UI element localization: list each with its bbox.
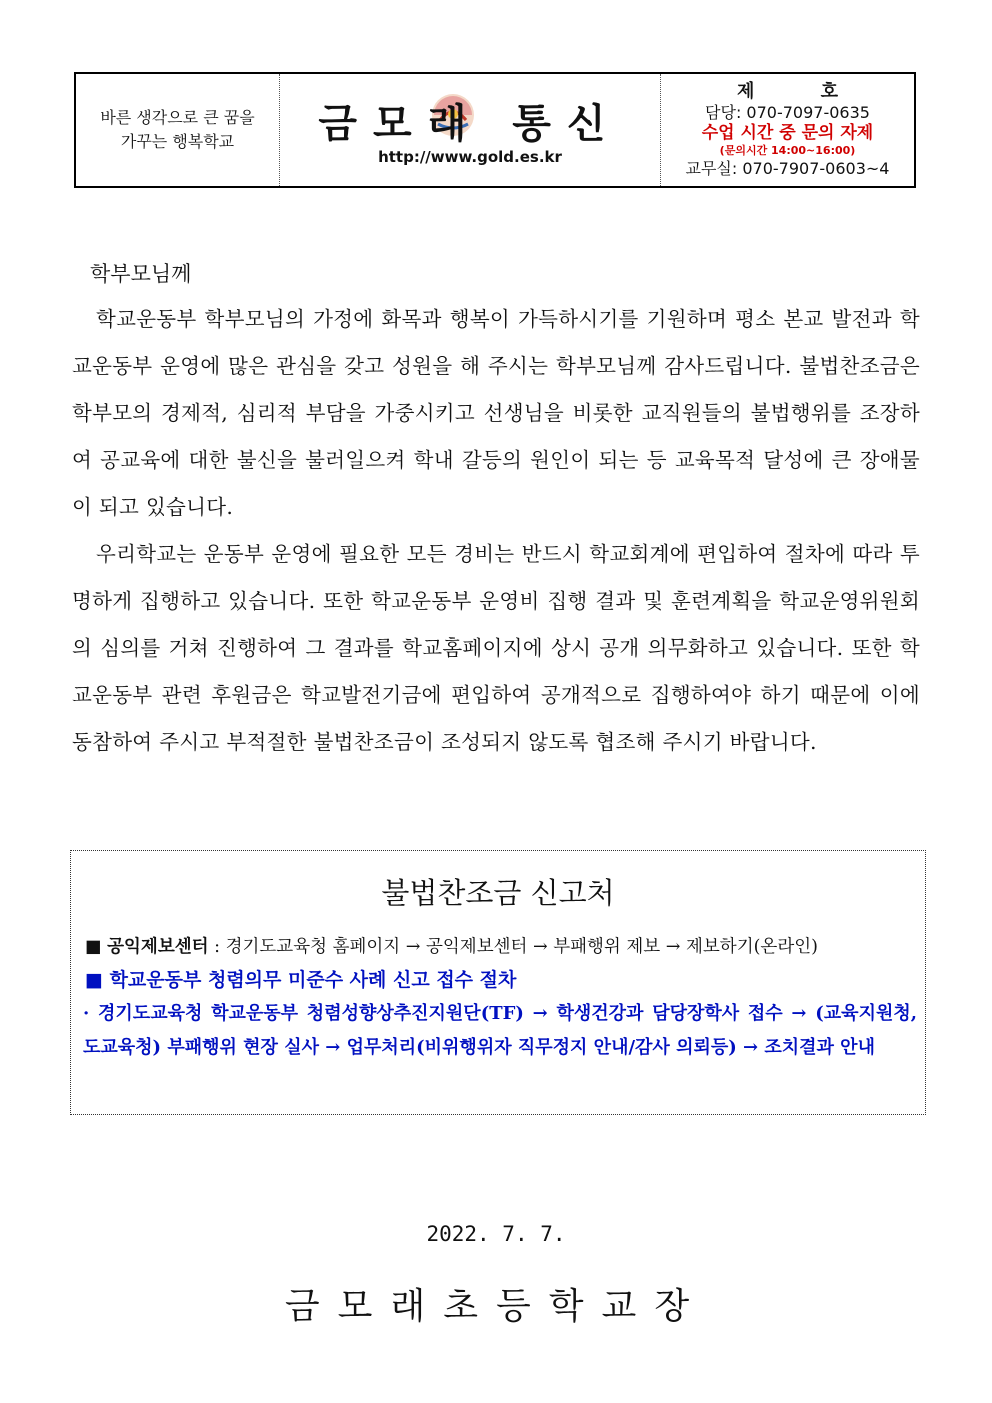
report-center-line — [85, 933, 915, 958]
school-motto — [76, 74, 280, 186]
contact-block — [661, 74, 914, 186]
report-box — [70, 850, 926, 1115]
letter-paragraph-1: 학교운동부 학부모님의 가정에 화목과 행복이 가득하시기를 기원하며 평소 본교 발전과 학교운동부 운영에 많은 관심을 갖고 성원을 해 주시는 학부모님께 감사드립니다. 불법찬조금은 학부모의 경제적, 심리적 부담을 가중시키고 선생님을 비롯한 교직원들의 불법행위를 조장하여 공교육에 대한 불신을 불러일으켜 학내 갈등의 원인이 되는 등 교육목적 달성에 큰 장애물이 되고 있습니다. — [72, 307, 920, 519]
bullet-icon: ■ — [85, 969, 103, 991]
procedure-heading: 학교운동부 청렴의무 미준수 사례 신고 접수 절차 — [109, 969, 517, 991]
bullet-icon: ■ — [85, 937, 102, 957]
motto-line-1: 바른 생각으로 큰 꿈을 — [100, 108, 255, 127]
procedure-text: · 경기도교육청 학교운동부 청렴성향상추진지원단(TF) → 학생건강과 담당장학사 접수 → (교육지원청, 도교육청) 부패행위 현장 실사 → 업무처리(비위행위자 직무정지 안내/감사 의뢰등) → 조치결과 안내 — [83, 1003, 917, 1058]
report-center-path: : 경기도교육청 홈페이지 → 공익제보센터 → 부패행위 제보 → 제보하기(온라인) — [208, 937, 818, 957]
newsletter-title: 금모래 통신 — [318, 101, 622, 147]
newsletter-title-block — [280, 74, 661, 186]
report-center-label: 공익제보센터 — [107, 937, 209, 957]
procedure-heading-line — [85, 965, 516, 992]
contact-phone: 담당: 070-7097-0635 — [705, 103, 870, 122]
newsletter-header — [74, 72, 916, 188]
letter-body — [72, 296, 920, 766]
inquiry-hours: (문의시간 14:00~16:00) — [719, 144, 856, 157]
reference-number: 제 호 — [736, 81, 869, 102]
motto-line-2: 가꾸는 행복학교 — [120, 132, 235, 151]
office-phone: 교무실: 070-7907-0603~4 — [685, 159, 890, 178]
report-box-title: 불법찬조금 신고처 — [381, 876, 615, 910]
inquiry-warning: 수업 시간 중 문의 자제 — [701, 123, 874, 143]
letter-date: 2022. 7. 7. — [426, 1222, 566, 1246]
school-url[interactable]: http://www.gold.es.kr — [378, 148, 562, 166]
salutation: 학부모님께 — [90, 262, 192, 286]
letter-paragraph-2: 우리학교는 운동부 운영에 필요한 모든 경비는 반드시 학교회계에 편입하여 절차에 따라 투명하게 집행하고 있습니다. 또한 학교운동부 운영비 집행 결과 및 훈련계획을 학교운영위원회의 심의를 거쳐 진행하여 그 결과를 학교홈페이지에 상시 공개 의무화하고 있습니다. 또한 학교운동부 관련 후원금은 학교발전기금에 편입하여 공개적으로 집행하여야 하기 때문에 이에 동참하여 주시고 부적절한 불법찬조금이 조성되지 않도록 협조해 주시기 바랍니다. — [72, 542, 920, 754]
principal-signature: 금모래초등학교장 — [284, 1286, 708, 1327]
